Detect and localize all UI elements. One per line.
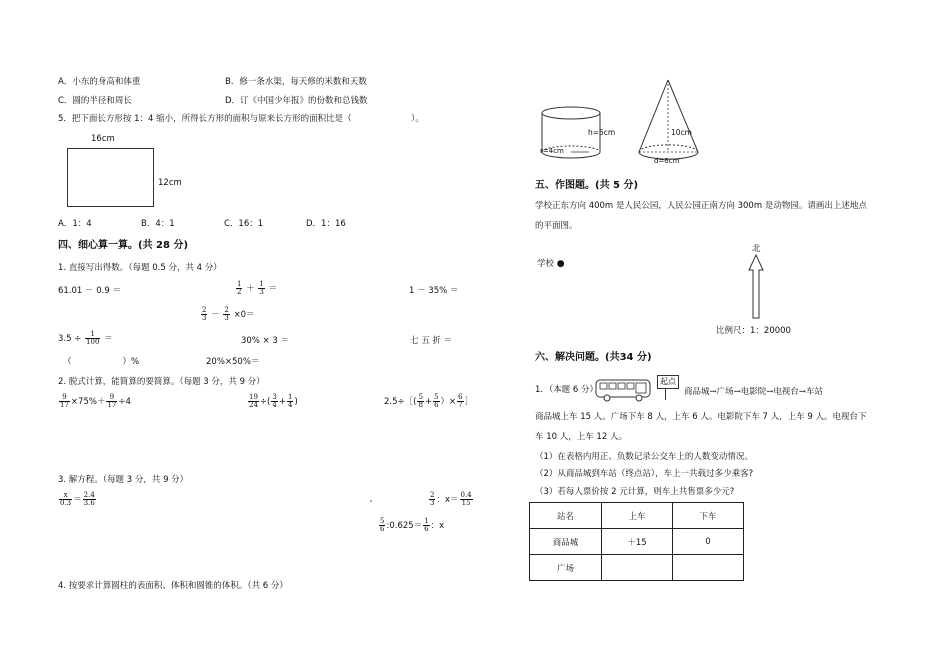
passenger-table — [529, 502, 744, 581]
part-3-title: 3. 解方程。（每题 3 分，共 9 分） — [58, 475, 189, 485]
fraction: $\frac{1}{3}$ — [259, 280, 264, 296]
fraction: $\frac{5}{8}$ — [418, 393, 423, 409]
table-cell: 0 — [673, 529, 744, 555]
option-d: D．订《中国少年报》的份数和总钱数 — [225, 96, 368, 106]
table-header: 上车 — [602, 503, 673, 529]
fraction: $\frac{2}{3}$ — [224, 306, 229, 322]
equation-3: $\frac{5}{6}$ :0.625＝ $\frac{1}{6}$ ：x — [380, 517, 445, 533]
part-2-title: 2. 脱式计算，能简算的要简算。（每题 3 分，共 9 分） — [58, 377, 265, 387]
school-label: 学校 ● — [537, 259, 565, 269]
expr-2: $\frac{19}{24}$ ÷( $\frac{3}{4}$ + $\frac{1}{4}$ ) — [249, 393, 298, 409]
sub-question-1: （1）在表格内用正、负数记录公交车上的人数变动情况。 — [535, 452, 753, 462]
fraction: $\frac{9}{17}$ — [107, 393, 117, 409]
cylinder-height-label: h=5cm — [588, 128, 616, 137]
rect-height-label: 12cm — [158, 178, 182, 188]
table-row — [530, 529, 744, 555]
north-arrow-icon — [746, 254, 766, 320]
start-sign: 起点 — [657, 375, 679, 389]
table-header: 下车 — [673, 503, 744, 529]
sub-question-2: （2）从商品城到车站（终点站），车上一共载过多少乘客? — [535, 469, 754, 479]
north-label: 北 — [752, 244, 761, 254]
calc-9: 20%×50%＝ — [206, 357, 260, 367]
fraction: $\frac{1}{100}$ — [86, 330, 100, 346]
table-cell: ＋15 — [602, 529, 673, 555]
calc-6: 30% × 3 ＝ — [241, 336, 290, 346]
fraction: $\frac{3}{4}$ — [272, 393, 277, 409]
calc-3: 1 － 35% ＝ — [409, 286, 459, 296]
calc-5: 3.5 ÷ $\frac{1}{100}$ ＝ — [58, 330, 113, 346]
fraction: $\frac{19}{24}$ — [249, 393, 258, 409]
table-cell: 商品城 — [530, 529, 602, 555]
fraction: $\frac{5}{6}$ — [380, 517, 385, 533]
draw-text-1: 学校正东方向 400m 是人民公园，人民公园正南方向 300m 是动物园。请画出上述地点 — [535, 201, 867, 211]
table-row — [530, 555, 744, 581]
fraction: $\frac{x}{0.3}$ — [60, 491, 72, 507]
sub-question-3: （3）若每人票价按 2 元计算，则车上共售票多少元? — [535, 487, 735, 497]
option-b: B．修一条水渠，每天修的米数和天数 — [225, 77, 367, 87]
table-header-row — [530, 503, 744, 529]
table-cell[interactable] — [602, 555, 673, 581]
problem-body-2: 车 10 人，上车 12 人。 — [535, 432, 627, 442]
fraction: $\frac{9}{17}$ — [60, 393, 69, 409]
equation-1: $\frac{x}{0.3}$ ＝ $\frac{2.4}{3.6}$ — [60, 491, 95, 507]
expr-3: 2.5÷［( $\frac{5}{8}$ + $\frac{5}{6}$ ）× $\frac{6}{7}$ ］ — [384, 393, 474, 409]
section-5-heading: 五、作图题。(共 5 分) — [535, 180, 639, 191]
fraction: $\frac{2.4}{3.6}$ — [83, 491, 95, 507]
scale-label: 比例尺：1：20000 — [716, 326, 791, 336]
cylinder-radius-label: r=4cm — [540, 147, 564, 155]
q5-option-c: C．16：1 — [224, 219, 264, 229]
sign-post — [665, 388, 666, 400]
problem-body-1: 商品城上车 15 人。广场下车 8 人，上车 6 人。电影院下车 7 人，上车 9 人。电视台下 — [535, 412, 867, 422]
route-text: 商品城→广场→电影院→电视台→车站 — [684, 387, 823, 397]
table-cell[interactable] — [673, 555, 744, 581]
school-dot-icon: ● — [556, 259, 565, 269]
calc-7: 七 五 折 ＝ — [410, 336, 453, 346]
calc-4: $\frac{2}{3}$ － $\frac{2}{3}$ ×0＝ — [202, 306, 255, 322]
calc-1: 61.01 － 0.9 ＝ — [58, 286, 121, 296]
bus-icon — [594, 377, 654, 403]
fraction: $\frac{6}{7}$ — [458, 393, 463, 409]
part-4-title: 4. 按要求计算圆柱的表面积、体积和圆锥的体积。（共 6 分） — [58, 581, 288, 591]
section-6-heading: 六、解决问题。(共34 分) — [535, 352, 652, 363]
option-c: C．圆的半径和周长 — [58, 96, 132, 106]
fraction: $\frac{1}{6}$ — [424, 517, 429, 533]
fraction: $\frac{0.4}{15}$ — [460, 491, 472, 507]
stray-dot — [370, 500, 372, 502]
fraction: $\frac{5}{6}$ — [434, 393, 439, 409]
option-a: A．小东的身高和体重 — [58, 77, 141, 87]
section-4-heading: 四、细心算一算。(共 28 分) — [58, 240, 189, 251]
q5-option-b: B．4：1 — [141, 219, 175, 229]
rect-width-label: 16cm — [91, 134, 115, 144]
q5-option-d: D．1：16 — [306, 219, 346, 229]
rectangle-figure — [67, 148, 154, 207]
cone-figure — [636, 76, 712, 166]
q5-option-a: A．1：4 — [58, 219, 92, 229]
calc-2: $\frac{1}{2}$ ＋ $\frac{1}{3}$ ＝ — [237, 280, 278, 296]
equation-2: $\frac{2}{3}$ ：x＝ $\frac{0.4}{15}$ — [430, 491, 472, 507]
table-header: 站名 — [530, 503, 602, 529]
part-1-title: 1. 直接写出得数。（每题 0.5 分，共 4 分） — [58, 263, 222, 273]
expr-1: $\frac{9}{17}$ ×75%＋ $\frac{9}{17}$ ÷4 — [60, 393, 131, 409]
cone-diameter-label: d=6cm — [654, 157, 680, 165]
question-5: 5．把下面长方形按 1：4 缩小，所得长方形的面积与原来长方形的面积比是（ ）。 — [58, 114, 424, 124]
question-1-label: 1．（本题 6 分） — [535, 385, 598, 395]
draw-text-2: 的平面图。 — [535, 221, 578, 231]
fraction: $\frac{2}{3}$ — [430, 491, 435, 507]
fraction: $\frac{2}{3}$ — [202, 306, 207, 322]
cone-height-label: 10cm — [671, 128, 692, 137]
table-cell: 广场 — [530, 555, 602, 581]
calc-8: （ ）% — [63, 357, 140, 367]
fraction: $\frac{1}{2}$ — [237, 280, 242, 296]
fraction: $\frac{1}{4}$ — [287, 393, 293, 409]
